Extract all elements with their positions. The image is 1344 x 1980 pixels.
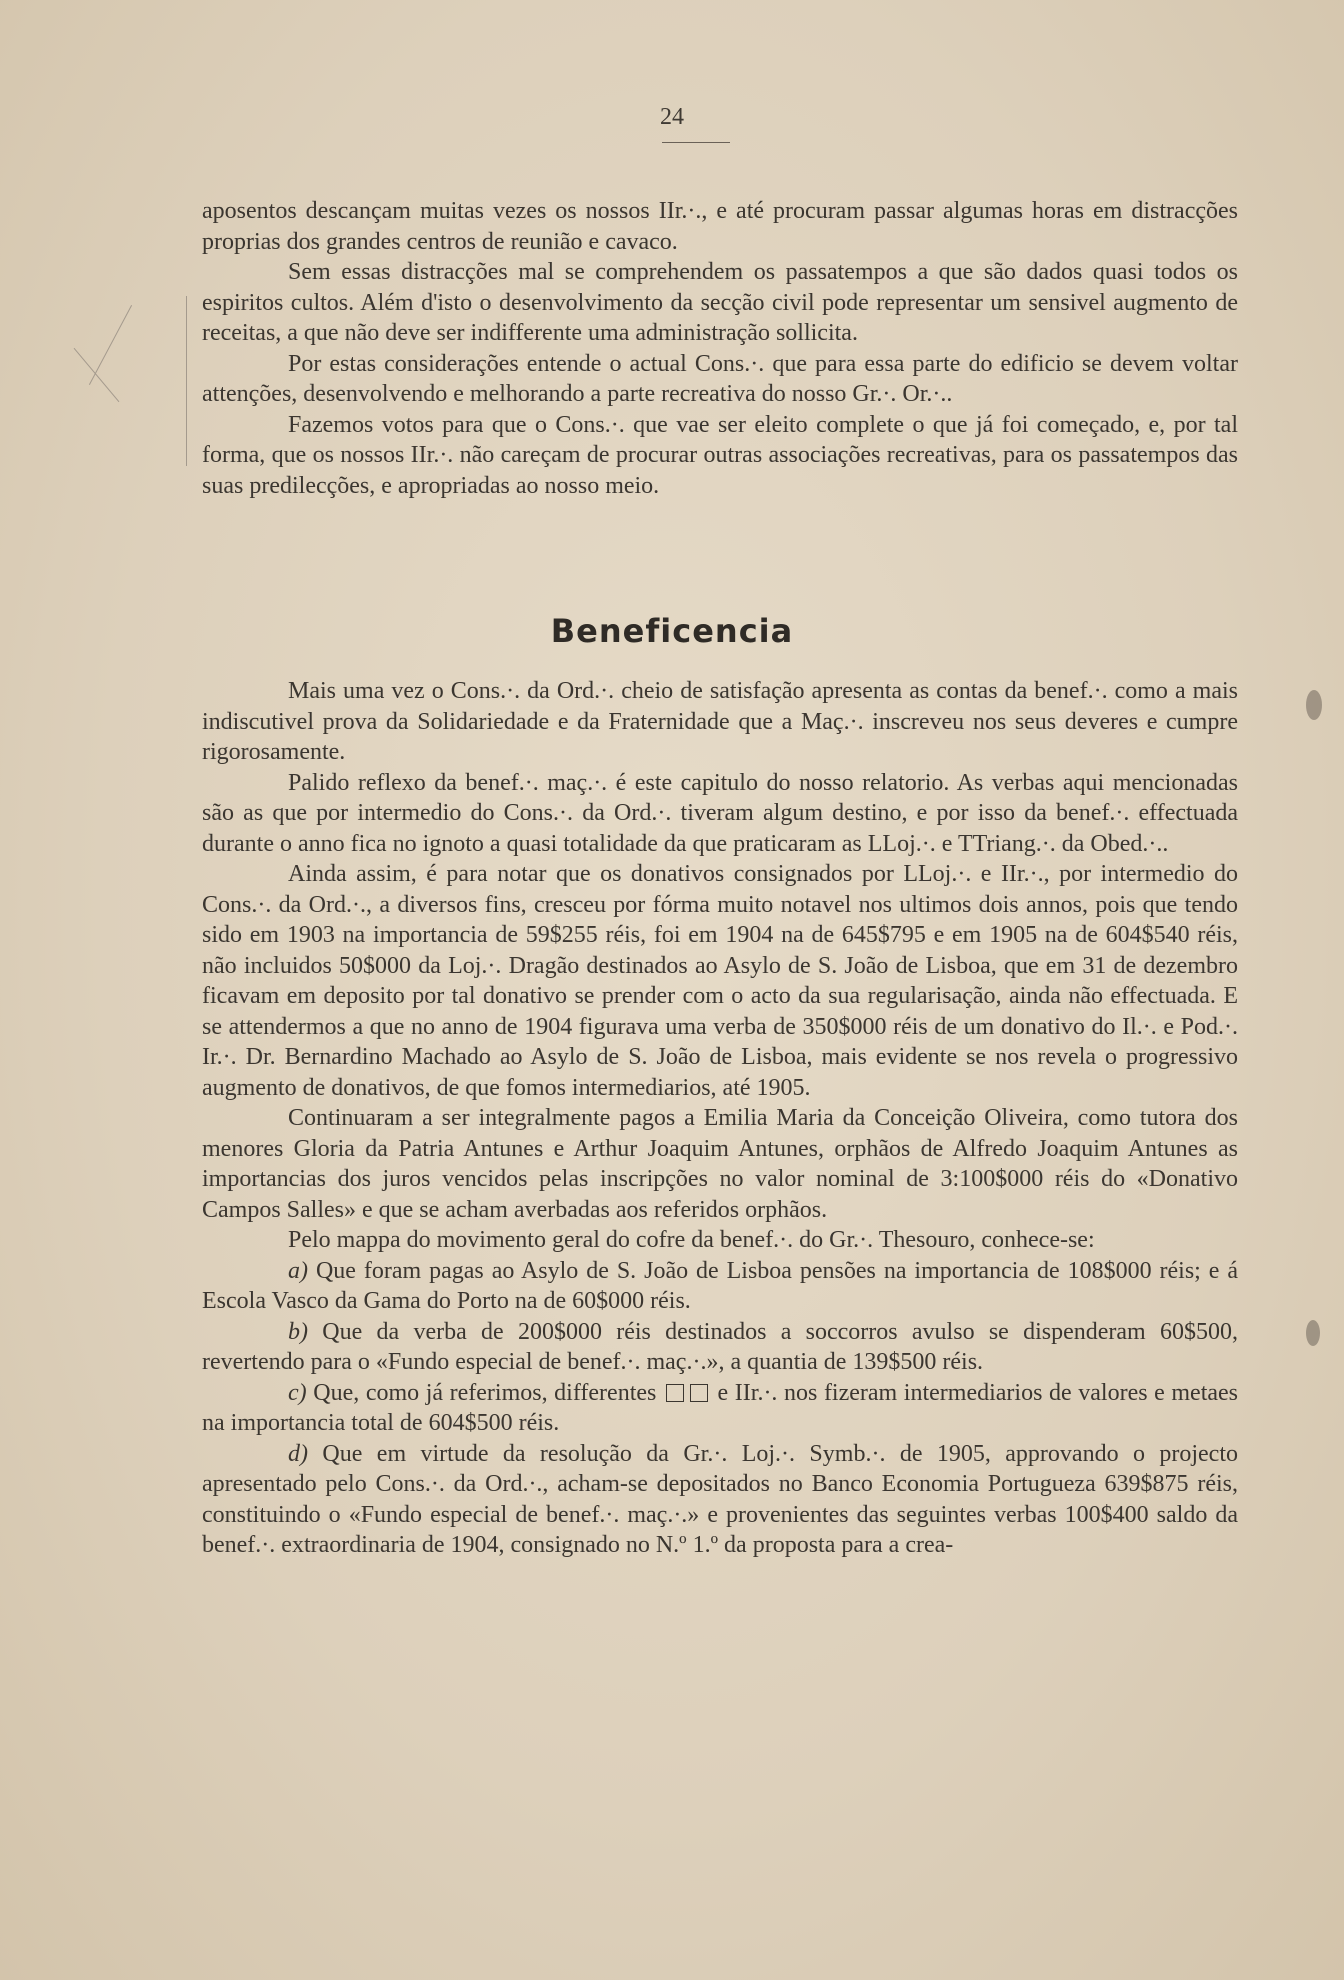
paragraph: Mais uma vez o Cons.·. da Ord.·. cheio de satisfação apresenta as contas da benef.·. como a mais indiscutivel prova da Solidariedade e da Fraternidade que a Maç.·. inscreveu nos seus deveres e cumpre rigorosamente. xyxy=(202,678,1238,765)
paragraph: Sem essas distracções mal se comprehendem os passatempos a que são dados quasi todos os espiritos cultos. Além d'isto o desenvolvimento da secção civil pode representar um sensivel augmento de receitas, a que não deve ser indifferente uma administração sollicita. xyxy=(202,259,1238,346)
list-text: e IIr.·. nos fizeram intermediarios de valores e metaes na importancia total de 604$500 réis. xyxy=(202,1379,1239,1436)
section-title: Beneficencia xyxy=(550,612,794,650)
paragraph: Palido reflexo da benef.·. maç.·. é este capitulo do nosso relatorio. As verbas aqui mencionadas são as que por intermedio do Cons.·. da Ord.·. tiveram algum destino, e por isso da benef.·. effectuada durante o anno fica no ignoto a quasi totalidade da que praticaram as LLoj.·. e TTriang.·. da Obed.·.. xyxy=(202,769,1238,857)
list-text: Que da verba de 200$000 réis destinados a soccorros avulso se dispenderam 60$500, revertendo para o «Fundo especial de benef.·. maç.·.», a quantia de 139$500 réis. xyxy=(202,1318,1238,1375)
list-item xyxy=(202,1439,1238,1561)
list-text: Que em virtude da resolução da Gr.·. Loj.·. Symb.·. de 1905, approvando o projecto apresentado pelo Cons.·. da Ord.·., acham-se depositados no Banco Economia Portugueza 639$875 réis, constituindo o «Fundo especial de benef.·. maç.·.» e provenientes das seguintes verbas 100$400 saldo da benef.·. extraordinaria de 1904, consignado no N.º 1.º da proposta para a crea- xyxy=(202,1440,1239,1558)
paragraph: aposentos descançam muitas vezes os nossos IIr.·., e até procuram passar algumas horas em distracções proprias dos grandes centros de reunião e cavaco. xyxy=(202,198,1238,255)
list-item xyxy=(202,1378,1238,1439)
top-text xyxy=(202,196,1238,501)
list-marker: a) xyxy=(288,1257,308,1284)
page-number: 24 xyxy=(660,104,684,130)
margin-pencil-mark xyxy=(74,348,120,402)
paragraph: Continuaram a ser integralmente pagos a Emilia Maria da Conceição Oliveira, como tutora dos menores Gloria da Patria Antunes e Arthur Joaquim Antunes, orphãos de Alfredo Joaquim Antunes as importancias dos juros vencidos pelas inscripções no valor nominal de 3:100$000 réis do «Donativo Campos Salles» e que se acham averbadas aos referidos orphãos. xyxy=(202,1105,1238,1223)
ink-blot xyxy=(1306,1320,1320,1346)
list-item xyxy=(202,1317,1238,1378)
ink-blot xyxy=(1306,690,1322,720)
masonic-square-symbol xyxy=(690,1384,708,1402)
list-marker: d) xyxy=(288,1440,308,1467)
paragraph: Fazemos votos para que o Cons.·. que vae ser eleito complete o que já foi começado, e, por tal forma, que os nossos IIr.·. não careçam de procurar outras associações recreativas, para os passatempos das suas predilecções, e apropriadas ao nosso meio. xyxy=(202,411,1238,499)
list-text: Que foram pagas ao Asylo de S. João de Lisboa pensões na importancia de 108$000 réis; e á Escola Vasco da Gama do Porto na de 60$000 réis. xyxy=(202,1257,1239,1314)
list-marker: b) xyxy=(288,1318,308,1345)
margin-pencil-mark xyxy=(186,296,187,466)
list-text: Que, como já referimos, differentes xyxy=(313,1379,657,1406)
list-item xyxy=(202,1256,1238,1317)
page-number-rule xyxy=(662,142,730,143)
body-text xyxy=(202,676,1238,1561)
paragraph: Por estas considerações entende o actual Cons.·. que para essa parte do edificio se devem voltar attenções, desenvolvendo e melhorando a parte recreativa do nosso Gr.·. Or.·.. xyxy=(202,350,1238,407)
paragraph: Ainda assim, é para notar que os donativos consignados por LLoj.·. e IIr.·., por intermedio do Cons.·. da Ord.·., a diversos fins, cresceu por fórma muito notavel nos ultimos dois annos, pois que tendo sido em 1903 na importancia de 59$255 réis, foi em 1904 na de 645$795 e em 1905 na de 604$540 réis, não incluidos 50$000 da Loj.·. Dragão destinados ao Asylo de S. João de Lisboa, que em 31 de dezembro ficavam em deposito por tal donativo se prender com o acto da sua regularisação, ainda não effectuada. E se attendermos a que no anno de 1904 figurava uma verba de 350$000 réis de um donativo do Il.·. e Pod.·. Ir.·. Dr. Bernardino Machado ao Asylo de S. João de Lisboa, mais evidente se nos revela o progressivo augmento de donativos, de que fomos intermediarios, até 1905. xyxy=(202,861,1238,1101)
list-marker: c) xyxy=(288,1379,307,1406)
masonic-square-symbol xyxy=(666,1384,684,1402)
paragraph: Pelo mappa do movimento geral do cofre da benef.·. do Gr.·. Thesouro, conhece-se: xyxy=(288,1227,1095,1253)
